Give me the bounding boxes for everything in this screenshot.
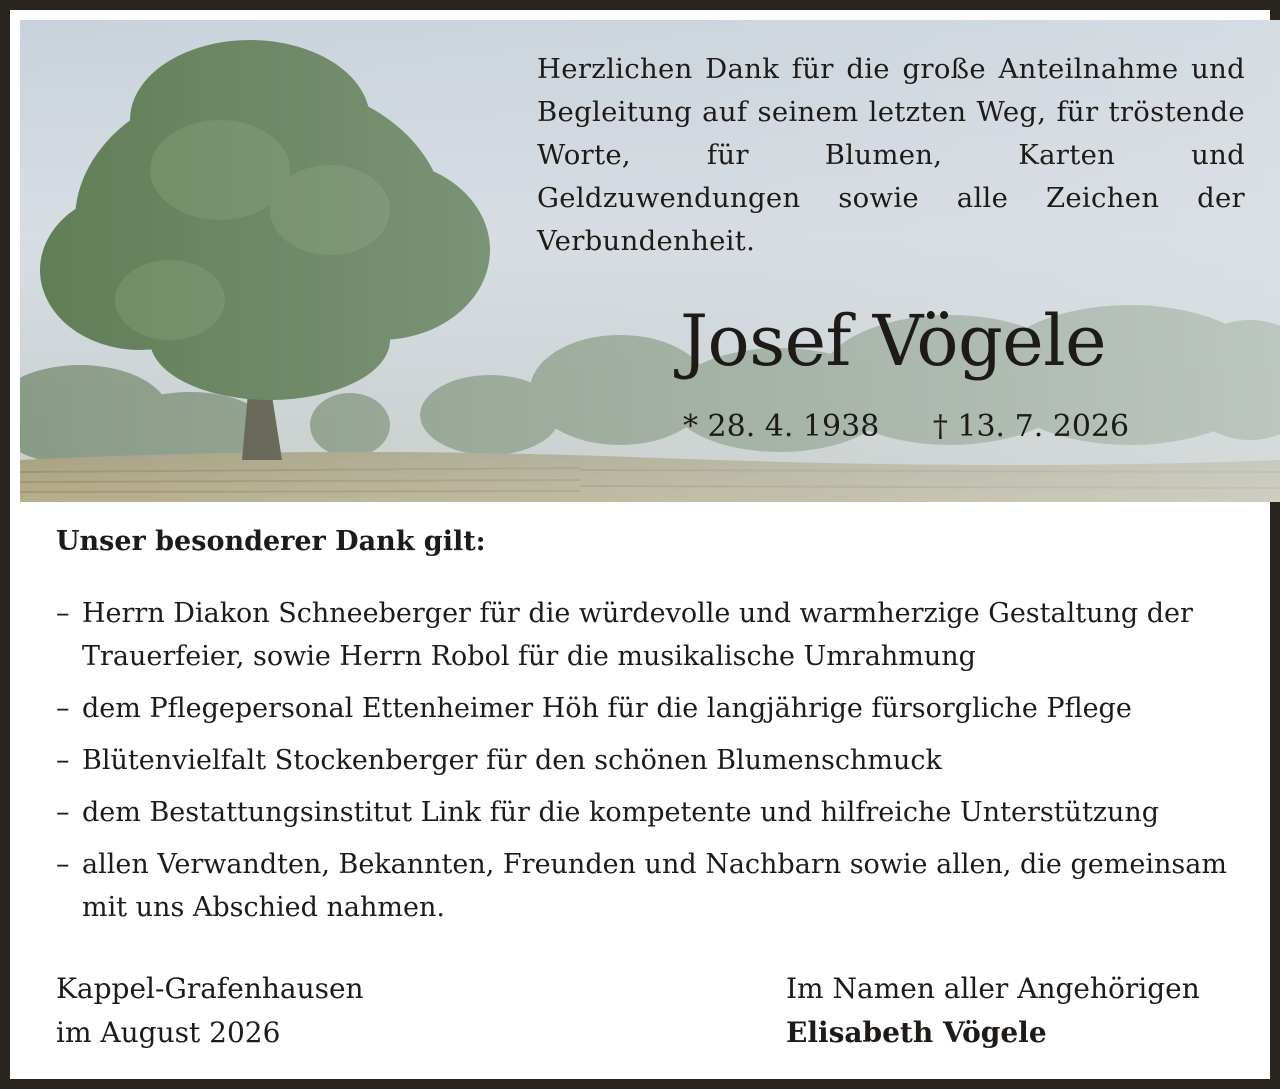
death-date: † 13. 7. 2026 [932,409,1130,444]
landscape-photo [20,20,1280,502]
deceased-name: Josef Vögele [680,300,1107,382]
list-item-text: Herrn Diakon Schneeberger für die würdevolle und warmherzige Gestaltung der Trauerfeier, sowie Herrn Robol für die musikalische Umrahmung [82,598,1193,672]
dash-bullet: – [56,693,70,724]
birth-date: * 28. 4. 1938 [683,409,880,444]
list-item-text: dem Bestattungsinstitut Link für die kompetente und hilfreiche Unterstützung [82,797,1160,828]
dash-bullet: – [56,849,70,880]
list-item [56,592,1256,678]
list-item-text: allen Verwandten, Bekannten, Freunden und Nachbarn sowie allen, die gemeinsam mit uns Abschied nahmen. [82,849,1227,923]
signature-block [786,967,1200,1055]
dash-bullet: – [56,797,70,828]
list-item [56,843,1256,929]
on-behalf-line: Im Namen aller Angehörigen [786,972,1200,1005]
life-dates [683,407,1129,447]
list-item [56,739,1256,782]
dash-bullet: – [56,745,70,776]
thanks-paragraph: Herzlichen Dank für die große Anteilnahme und Begleitung auf seinem letzten Weg, für tröstende Worte, für Blumen, Karten und Geldzuwendungen sowie alle Zeichen der Verbundenheit. [537,53,1245,257]
special-thanks-heading: Unser besonderer Dank gilt: [56,526,486,557]
signer-name: Elisabeth Vögele [786,1016,1047,1049]
list-item-text: Blütenvielfalt Stockenberger für den schönen Blumenschmuck [82,745,942,776]
list-item-text: dem Pflegepersonal Ettenheimer Höh für die langjährige fürsorgliche Pflege [82,693,1132,724]
list-item [56,687,1256,730]
place: Kappel-Grafenhausen [56,972,364,1005]
place-date-block [56,967,364,1055]
dash-bullet: – [56,598,70,629]
special-thanks-list [56,592,1256,938]
list-item [56,791,1256,834]
notice-date: im August 2026 [56,1016,281,1049]
